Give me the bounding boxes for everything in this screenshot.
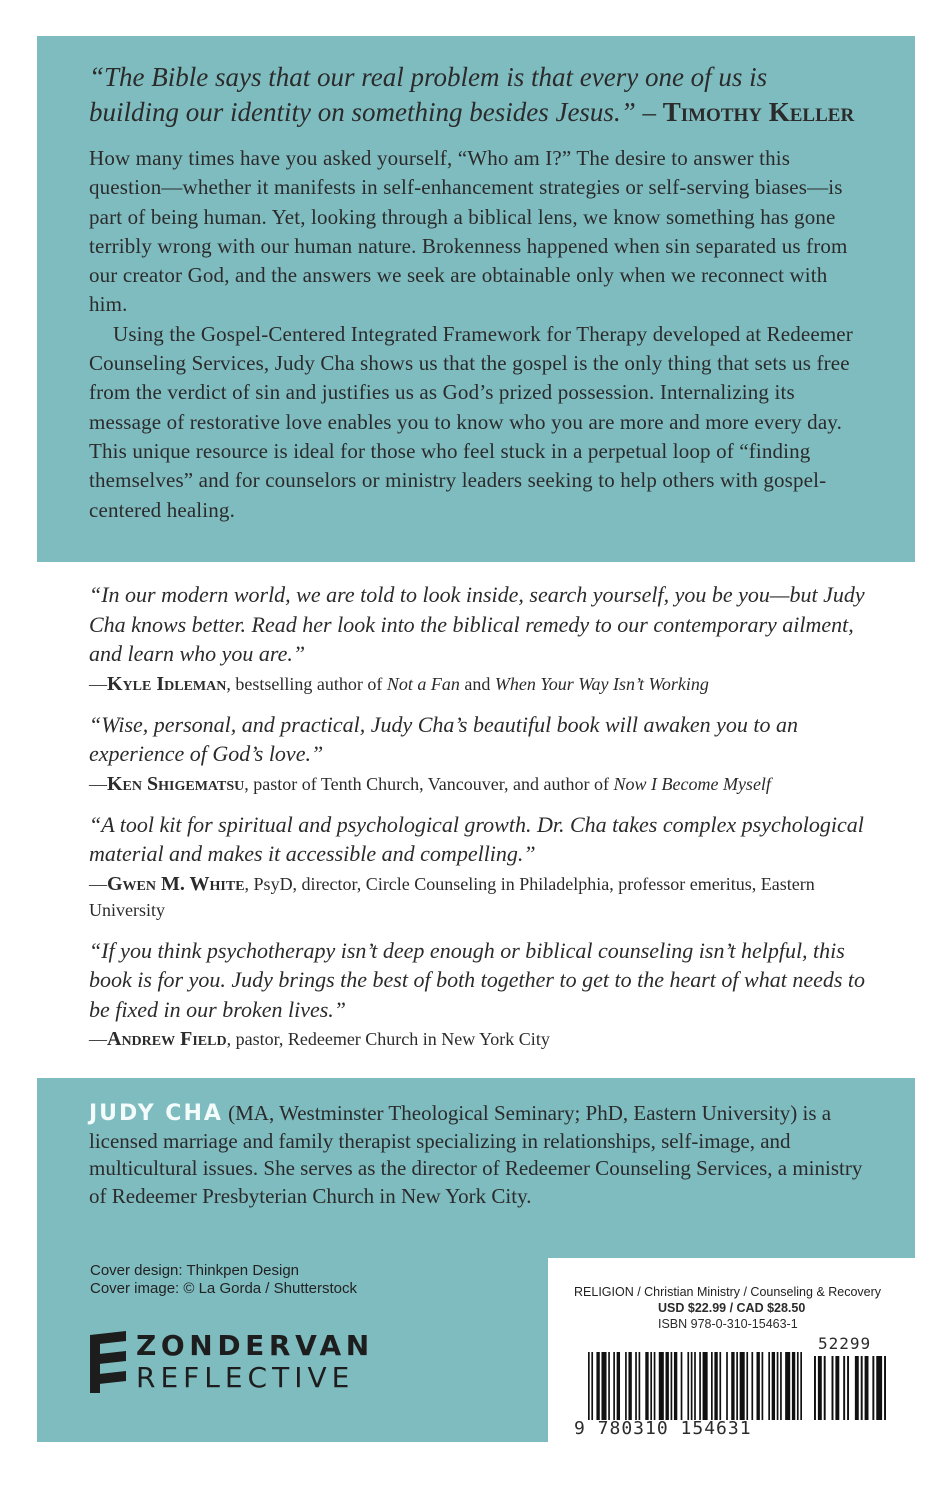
barcode-bar <box>613 1352 615 1420</box>
zondervan-mark-icon <box>90 1331 126 1393</box>
barcode-bar <box>650 1352 652 1420</box>
barcode-bar <box>671 1352 673 1420</box>
endorsement-quote: “In our modern world, we are told to look inside, search yourself, you be you—but Judy Cha knows better. Read her look into the biblical remedy to our contemporary ailment, and learn who you are.” <box>89 582 865 666</box>
barcode-bar <box>843 1356 845 1420</box>
endorser-name: Ken Shigematsu <box>107 772 245 795</box>
lead-quote <box>89 60 863 130</box>
barcode-bar <box>625 1352 627 1420</box>
barcode-bar <box>666 1352 669 1420</box>
barcode-bar <box>800 1352 802 1420</box>
barcode-bar <box>757 1352 760 1420</box>
barcode-bar <box>847 1356 849 1420</box>
barcode-bar <box>731 1352 734 1420</box>
publisher-name <box>136 1330 374 1394</box>
endorser-role: , bestselling author of <box>226 673 387 694</box>
barcode-bar <box>824 1356 826 1420</box>
book-title: Not a Fan <box>386 673 460 694</box>
barcode-digits: 9 780310 154631 <box>574 1418 752 1439</box>
book-category: RELIGION / Christian Ministry / Counseling & Recovery <box>574 1285 882 1299</box>
barcode-bar <box>635 1352 637 1420</box>
author-bio-text: (MA, Westminster Theological Seminary; PhD, Eastern University) is a licensed marriage and family therapist specializing in relationships, self-image, and multicultural issues. She serves as the director of Redeemer Counseling Services, a ministry of Redeemer Presbyterian Church in New York City. <box>89 1101 863 1208</box>
barcode-bar <box>835 1356 839 1420</box>
endorsements <box>89 580 869 1065</box>
barcode-bar <box>865 1356 869 1420</box>
barcode-bar <box>818 1356 822 1420</box>
barcode-bar <box>768 1352 770 1420</box>
author-bio-panel <box>37 1078 915 1258</box>
barcode-bar <box>639 1352 641 1420</box>
barcode-bar <box>699 1352 701 1420</box>
barcode-bar <box>714 1352 717 1420</box>
barcode-bar <box>797 1352 799 1420</box>
book-title: Now I Become Myself <box>613 773 771 794</box>
endorser-name: Andrew Field <box>107 1028 227 1050</box>
endorsement-attribution <box>89 871 869 923</box>
endorser-conj: and <box>459 673 495 694</box>
endorsement-attribution <box>89 771 869 797</box>
barcode-bar <box>687 1352 689 1420</box>
barcode-bar <box>884 1356 886 1420</box>
barcode-bar <box>691 1352 693 1420</box>
publisher-line2: REFLECTIVE <box>136 1361 355 1394</box>
endorsement <box>89 580 869 697</box>
cover-credits <box>90 1262 357 1298</box>
barcode-bar <box>876 1356 882 1420</box>
credits-panel <box>37 1258 548 1442</box>
cover-image-credit: Cover image: © La Gorda / Shutterstock <box>90 1280 358 1297</box>
endorsement-quote: “If you think psychotherapy isn’t deep enough or biblical counseling isn’t helpful, this book is for you. Judy brings the best of both together to get to the heart of what needs to be fixed in our broken lives.” <box>89 937 866 1022</box>
attribution-dash: — <box>89 773 107 794</box>
book-price: USD $22.99 / CAD $28.50 <box>658 1301 806 1315</box>
barcode-bar <box>772 1352 775 1420</box>
publisher-line1: ZONDERVAN <box>136 1329 374 1362</box>
barcode-bar <box>645 1352 648 1420</box>
barcode-bar <box>861 1356 863 1420</box>
barcode-bar <box>591 1352 593 1420</box>
attribution-dash: — <box>89 873 107 894</box>
lead-quote-author: Timothy Keller <box>662 97 855 127</box>
endorsement-attribution <box>89 1026 869 1052</box>
barcode-bar <box>601 1352 606 1420</box>
barcode-addon-bars <box>814 1356 886 1420</box>
endorsement <box>89 936 869 1053</box>
barcode-bar <box>681 1352 683 1420</box>
description-panel <box>37 36 915 562</box>
description-paragraph: How many times have you asked yourself, “Who am I?” The desire to answer this question—whether it manifests in self-enhancement strategies or self-serving biases—is part of being human. Yet, looking through a biblical lens, we know something has gone terribly wrong with our human nature. Brokenness happened when sin separated us from our creator God, and the answers we seek are obtainable only when we reconnect with him. <box>89 146 848 317</box>
barcode-bar <box>746 1352 748 1420</box>
endorsement-quote: “Wise, personal, and practical, Judy Cha’s beautiful book will awaken you to an experience of God’s love.” <box>89 711 799 766</box>
barcode-box <box>550 1258 915 1442</box>
barcode-bar <box>674 1352 677 1420</box>
book-description <box>89 144 863 525</box>
barcode-bar <box>740 1352 745 1420</box>
author-bio <box>89 1100 863 1210</box>
barcode-bar <box>872 1356 874 1420</box>
lead-quote-dash: – <box>635 97 663 127</box>
barcode-bar <box>596 1352 599 1420</box>
barcode-bar <box>762 1352 764 1420</box>
endorser-role: , pastor, Redeemer Church in New York City <box>226 1029 550 1049</box>
barcode-bar <box>628 1352 631 1420</box>
cover-design-credit: Cover design: Thinkpen Design <box>90 1262 300 1279</box>
publisher-logo <box>90 1330 374 1394</box>
author-name: JUDY CHA <box>89 1101 223 1126</box>
endorser-name: Kyle Idleman <box>107 672 227 695</box>
attribution-dash: — <box>89 673 107 694</box>
barcode-bars <box>588 1352 802 1420</box>
barcode-bar <box>832 1356 834 1420</box>
endorser-role: , pastor of Tenth Church, Vancouver, and author of <box>244 773 614 794</box>
lead-quote-text: “The Bible says that our real problem is that every one of us is building our identity on something besides Jesus.” <box>89 62 768 127</box>
barcode-bar <box>777 1352 779 1420</box>
endorser-role: , PsyD, director, Circle Counseling in Philadelphia, professor emeritus, Eastern University <box>89 873 815 920</box>
endorsement-attribution <box>89 671 869 697</box>
barcode-bar <box>659 1352 664 1420</box>
barcode-bar <box>654 1352 656 1420</box>
barcode-bar <box>617 1352 620 1420</box>
attribution-dash: — <box>89 1029 107 1049</box>
barcode-addon-number: 52299 <box>818 1334 872 1353</box>
book-isbn: ISBN 978-0-310-15463-1 <box>658 1317 798 1331</box>
endorser-name: Gwen M. White <box>107 872 245 895</box>
barcode-bar <box>588 1352 590 1420</box>
book-title: When Your Way Isn’t Working <box>494 673 709 694</box>
endorsement <box>89 810 869 923</box>
endorsement-quote: “A tool kit for spiritual and psychological growth. Dr. Cha takes complex psychological material and makes it accessible and compelling.” <box>89 811 864 866</box>
barcode-bar <box>780 1352 782 1420</box>
endorsement <box>89 710 869 797</box>
barcode-bar <box>736 1352 738 1420</box>
barcode-bar <box>726 1352 728 1420</box>
barcode-bar <box>751 1352 753 1420</box>
barcode-bar <box>608 1352 610 1420</box>
description-paragraph: Using the Gospel-Centered Integrated Framework for Therapy developed at Redeemer Counseling Services, Judy Cha shows us that the gospel is the only thing that sets us free from the verdict of sin and justifies us as God’s prized possession. Internalizing its message of restorative love enables you to know who you are more and more every day. This unique resource is ideal for those who feel stuck in a perpetual loop of “finding themselves” and for counselors or ministry leaders seeking to help others with gospel-centered healing. <box>89 321 853 522</box>
barcode <box>574 1334 901 1442</box>
barcode-bar <box>719 1352 721 1420</box>
barcode-bar <box>703 1352 708 1420</box>
barcode-bar <box>814 1356 816 1420</box>
barcode-bar <box>694 1352 696 1420</box>
barcode-bar <box>711 1352 713 1420</box>
barcode-bar <box>792 1352 795 1420</box>
barcode-bar <box>855 1356 859 1420</box>
barcode-bar <box>785 1352 790 1420</box>
